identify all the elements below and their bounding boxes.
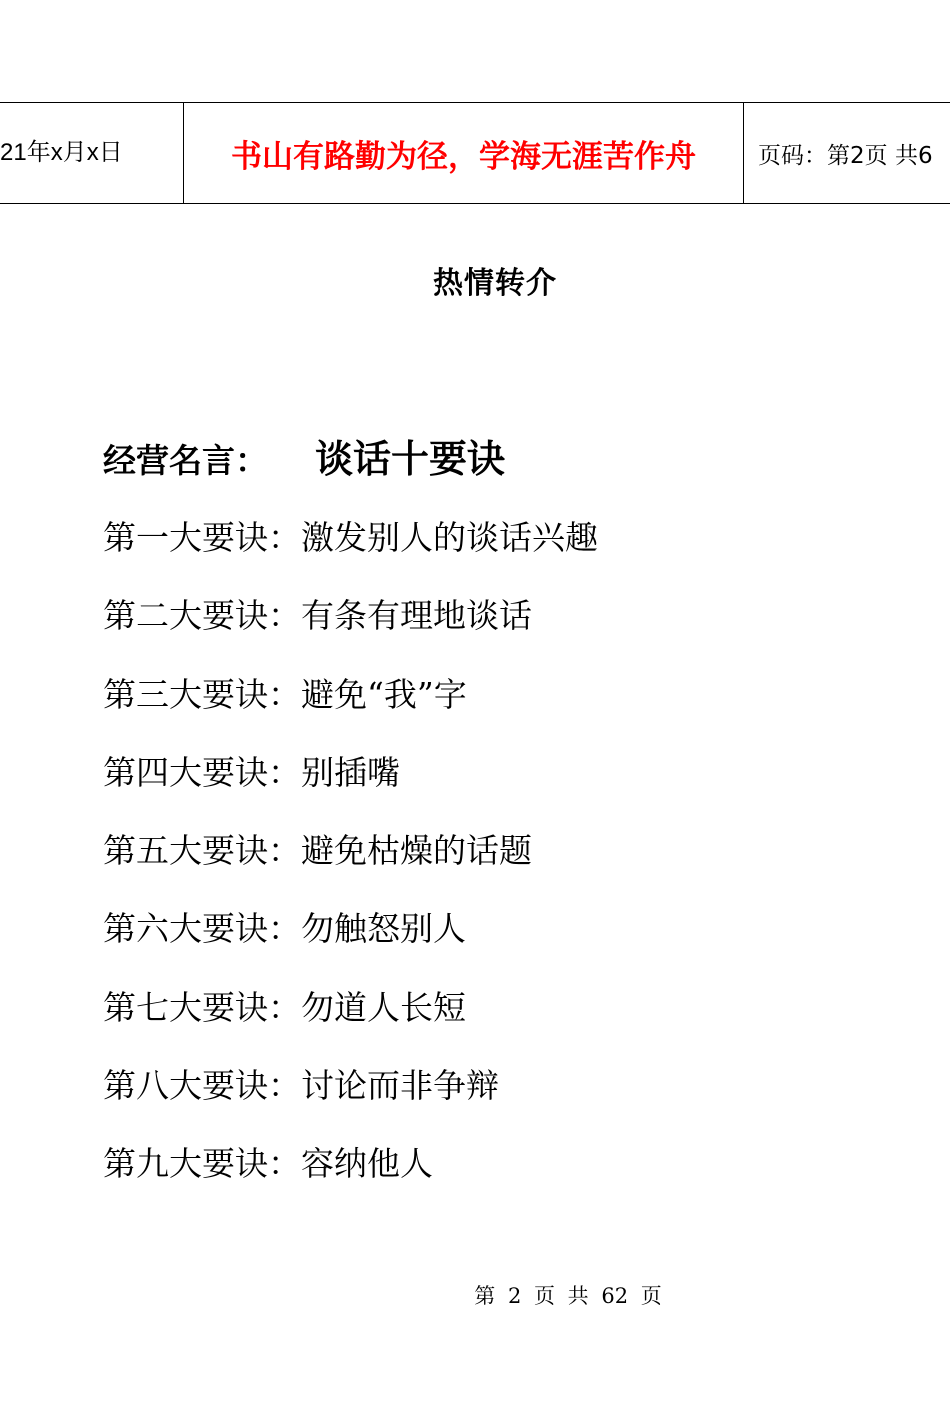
list-item: 第一大要诀：激发别人的谈话兴趣 xyxy=(103,518,598,557)
header-motto: 书山有路勤为径，学海无涯苦作舟 xyxy=(184,103,744,203)
section-heading: 谈话十要诀 xyxy=(315,437,506,481)
header-page-info: 页码：第2页 共6 xyxy=(758,142,933,169)
section-heading-row xyxy=(103,428,505,483)
list-item: 第三大要诀：避免“我”字 xyxy=(103,674,467,714)
list-item: 第九大要诀：容纳他人 xyxy=(103,1144,433,1184)
list-item: 第二大要诀：有条有理地谈话 xyxy=(103,596,532,636)
section-label: 经营名言： xyxy=(103,441,268,480)
list-item: 第五大要诀：避免枯燥的话题 xyxy=(103,831,532,871)
page-header xyxy=(0,102,950,204)
list-item: 第七大要诀：勿道人长短 xyxy=(103,987,466,1027)
list-item: 第四大要诀：别插嘴 xyxy=(103,752,400,792)
list-item: 第六大要诀：勿触怒别人 xyxy=(103,909,466,949)
page-title: 热情转介 xyxy=(433,266,557,301)
list-item: 第八大要诀：讨论而非争辩 xyxy=(103,1066,499,1106)
header-date: 21年x月x日 xyxy=(0,103,184,203)
page-footer: 第 2 页 共 62 页 xyxy=(474,1284,662,1308)
rules-list xyxy=(103,512,598,1217)
